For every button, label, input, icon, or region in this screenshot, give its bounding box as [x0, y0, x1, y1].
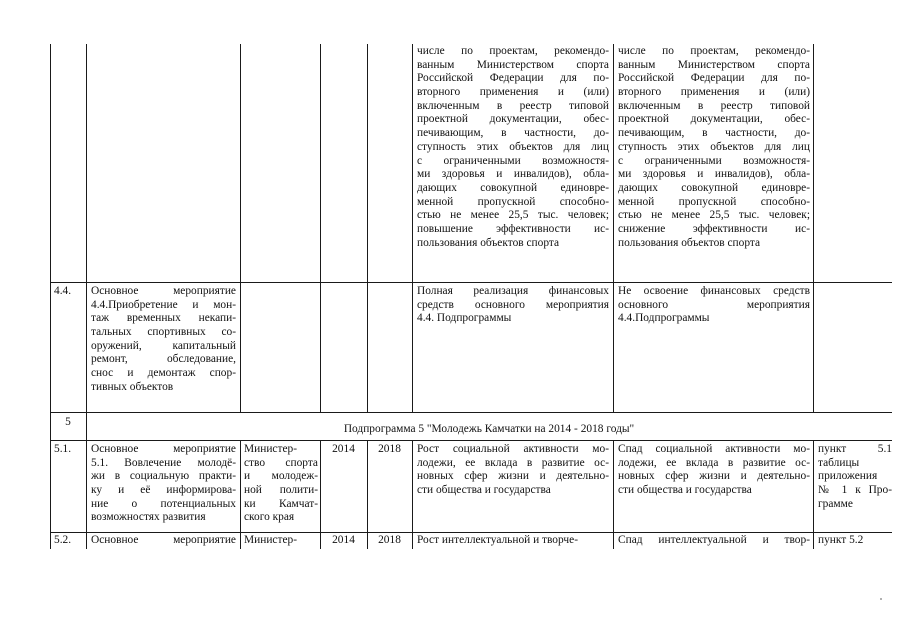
text-line: ки Камчат-: [244, 497, 318, 510]
text-line: основного мероприятия: [618, 298, 810, 311]
text-line: снижение эффективности ис-: [618, 222, 810, 235]
row-5-2-reference: пункт 5.2: [818, 534, 864, 546]
row-5-1-end-year: 2018: [378, 443, 401, 455]
row-5-1-col7-cell: [618, 443, 810, 498]
text-line: с ограниченными возможностя-: [618, 154, 810, 167]
text-line: ство спорта: [244, 456, 318, 469]
text-line: пункт 5.1: [818, 443, 892, 455]
text-line: Российской Федерации для по-: [618, 72, 810, 85]
text-line: средств основного мероприятия: [417, 298, 609, 311]
text-line: таблицы: [818, 456, 860, 469]
text-line: снос и демонтаж спор-: [91, 367, 236, 380]
row-5-1-executor: [244, 443, 318, 525]
text-line: тальных спортивных со-: [91, 326, 236, 339]
cont-col7-text: [618, 45, 810, 250]
row-5-1-name: [91, 443, 236, 525]
row-5-1-name-cell: [91, 443, 236, 525]
row-5-1-executor-cell: [244, 443, 318, 525]
text-line: № 1 к Про-: [818, 484, 892, 497]
row-4-4-number: 4.4.: [54, 285, 72, 297]
text-line: Рост социальной активности мо-: [417, 443, 609, 455]
text-line: новных сфер жизни и деятельно-: [618, 470, 810, 483]
text-line: Основное мероприятие: [91, 285, 236, 297]
text-line: дающих совокупной единовре-: [417, 181, 609, 194]
row-4-4-col6-text: [417, 285, 609, 326]
text-line: ми здоровья и инвалидов), обла-: [417, 168, 609, 181]
row-5-2-name-line: Основное мероприятие: [91, 534, 236, 546]
text-line: ванным Министерством спорта: [618, 58, 810, 71]
text-line: лодежи, ее вклада в развитие ос-: [417, 456, 609, 469]
row-4-4-name-cell: [91, 285, 236, 395]
text-line: ку и её информирова-: [91, 484, 236, 497]
text-line: включенным в реестр типовой: [417, 99, 609, 112]
text-line: печивающим, в частности, до-: [417, 127, 609, 140]
row-5-2-executor: Министер-: [244, 534, 297, 546]
row-4-4-name: [91, 285, 236, 395]
text-line: проектной документации, обес-: [417, 113, 609, 126]
text-line: ми здоровья и инвалидов), обла-: [618, 168, 810, 181]
text-line: менной пропускной способно-: [417, 195, 609, 208]
scan-speck: [880, 598, 882, 600]
text-line: вторного применения и (или): [618, 86, 810, 99]
text-line: включенным в реестр типовой: [618, 99, 810, 112]
text-line: числе по проектам, рекомендо-: [618, 45, 810, 57]
text-line: жи в социальную практи-: [91, 470, 236, 483]
text-line: стью не менее 25,5 тыс. человек;: [417, 209, 609, 222]
text-line: возможностях развития: [91, 511, 206, 524]
text-line: оружений, капитальный: [91, 339, 236, 352]
text-line: числе по проектам, рекомендо-: [417, 45, 609, 57]
text-line: вторного применения и (или): [417, 86, 609, 99]
row-4-4-col7-text: [618, 285, 810, 326]
text-line: сти общества и государства: [417, 484, 551, 497]
text-line: ной полити-: [244, 484, 318, 497]
row-4-4-col7-cell: [618, 285, 810, 326]
text-line: проектной документации, обес-: [618, 113, 810, 126]
row-5-2-col7-line: Спад интеллектуальной и твор-: [618, 534, 810, 546]
text-line: ние о потенциальных: [91, 497, 236, 510]
row-5-1-col6-text: [417, 443, 609, 498]
text-line: повышение эффективности ис-: [417, 222, 609, 235]
text-line: дающих совокупной единовре-: [618, 181, 810, 194]
row-5-1-col6-cell: [417, 443, 609, 498]
text-line: лодежи, ее вклада в развитие ос-: [618, 456, 810, 469]
row-5-number: 5: [65, 416, 71, 428]
text-line: Не освоение финансовых средств: [618, 285, 810, 297]
text-line: 4.4.Приобретение и мон-: [91, 298, 236, 311]
text-line: Спад социальной активности мо-: [618, 443, 810, 455]
text-line: ступность этих объектов для лиц: [618, 140, 810, 153]
text-line: 4.4.Подпрограммы: [618, 312, 710, 325]
text-line: грамме: [818, 497, 853, 510]
row-5-2-start-year: 2014: [332, 534, 355, 546]
row-5-1-col8-cell: [818, 443, 892, 511]
text-line: сти общества и государства: [618, 484, 752, 497]
text-line: 5.1. Вовлечение молодё-: [91, 456, 236, 469]
text-line: ского края: [244, 511, 295, 524]
text-line: пользования объектов спорта: [417, 236, 560, 249]
cont-col6-text: [417, 45, 609, 250]
row-5-2-end-year: 2018: [378, 534, 401, 546]
text-line: Министер-: [244, 443, 297, 455]
text-line: с ограниченными возможностя-: [417, 154, 609, 167]
text-line: новных сфер жизни и деятельно-: [417, 470, 609, 483]
text-line: и молодеж-: [244, 470, 318, 483]
text-line: 4.4. Подпрограммы: [417, 312, 512, 325]
text-line: менной пропускной способно-: [618, 195, 810, 208]
row-5-2-col6-text: Рост интеллектуальной и творче-: [417, 534, 578, 546]
text-line: тивных объектов: [91, 380, 174, 393]
text-line: пользования объектов спорта: [618, 236, 761, 249]
text-line: ванным Министерством спорта: [417, 58, 609, 71]
row-5-2-name: [91, 534, 236, 548]
text-line: таж временных некапи-: [91, 312, 236, 325]
text-line: Российской Федерации для по-: [417, 72, 609, 85]
text-line: ступность этих объектов для лиц: [417, 140, 609, 153]
row-5-1-start-year: 2014: [332, 443, 355, 455]
subprogram-5-title: Подпрограмма 5 "Молодежь Камчатки на 2014 - 2018 годы": [343, 423, 635, 435]
row-5-1-col7-text: [618, 443, 810, 498]
row-5-1-number: 5.1.: [54, 443, 72, 455]
row-5-1-reference: [818, 443, 892, 511]
row-5-2-number: 5.2.: [54, 534, 72, 546]
text-line: Полная реализация финансовых: [417, 285, 609, 297]
text-line: приложения: [818, 470, 878, 483]
text-line: Основное мероприятие: [91, 443, 236, 455]
row-4-4-col6-cell: [417, 285, 609, 326]
cont-col6-cell: [417, 45, 609, 250]
text-line: печивающим, в частности, до-: [618, 127, 810, 140]
cont-col7-cell: [618, 45, 810, 250]
text-line: ремонт, обследование,: [91, 353, 236, 366]
row-5-2-col7-text: [618, 534, 810, 548]
text-line: стью не менее 25,5 тыс. человек;: [618, 209, 810, 222]
